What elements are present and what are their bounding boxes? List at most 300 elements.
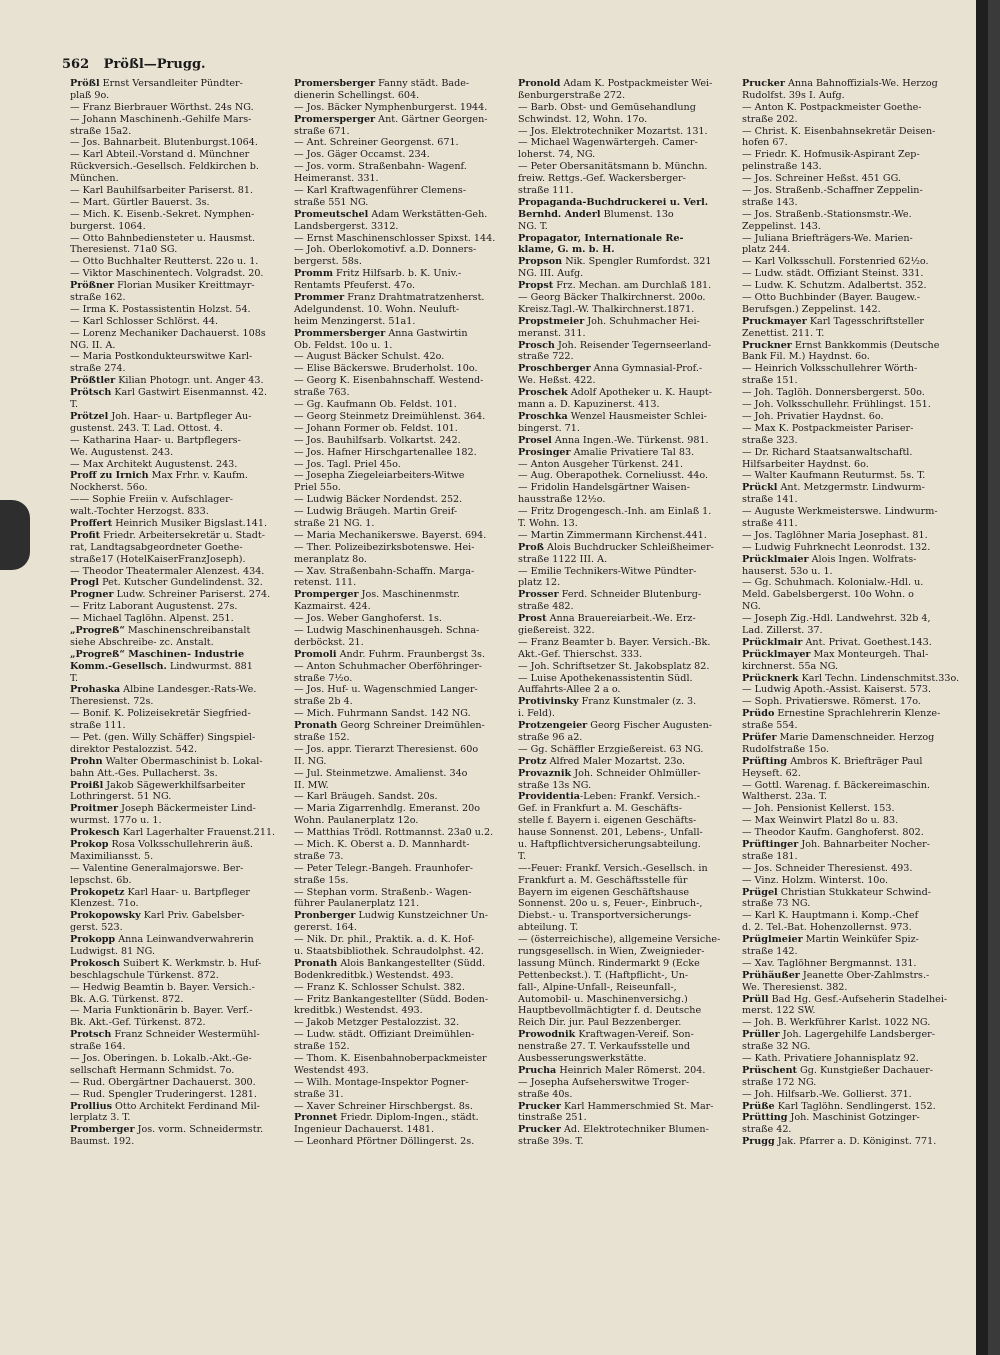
entry-text: Jak. Pfarrer a. D. Königinst. 771. bbox=[774, 1136, 937, 1148]
entry-line bbox=[294, 922, 516, 934]
entry-line bbox=[742, 304, 978, 316]
entry-text: Gef. in Frankfurt a. M. Geschäfts- bbox=[518, 803, 682, 815]
entry-line bbox=[518, 363, 740, 375]
entry-surname: Propaganda-Buchdruckerei u. Verl. bbox=[518, 196, 709, 208]
entry-text: Meld. Gabelsbergerst. 10o Wohn. o bbox=[742, 589, 914, 601]
entry-text: straße 39s. T. bbox=[518, 1136, 584, 1148]
entry-text: Kilian Photogr. unt. Anger 43. bbox=[115, 375, 264, 387]
entry-line bbox=[518, 1005, 740, 1017]
entry-line bbox=[70, 411, 292, 423]
entry-line bbox=[294, 684, 516, 696]
entry-line bbox=[294, 970, 516, 982]
entry-text: straße 482. bbox=[518, 601, 574, 613]
entry-text: Marie Damenschneider. Herzog bbox=[776, 731, 935, 743]
entry-surname: Promberger bbox=[70, 1124, 135, 1136]
entry-line bbox=[70, 328, 292, 340]
entry-text: fall-, Alpine-Unfall-, Reiseunfall-, bbox=[518, 981, 677, 993]
entry-text: Adolf Apotheker u. K. Haupt- bbox=[567, 387, 712, 399]
entry-text: — Ludwig Maschinenhausgeh. Schna- bbox=[294, 624, 480, 636]
entry-text: straße 15s. bbox=[294, 874, 349, 886]
entry-line bbox=[518, 399, 740, 411]
entry-text: Jos. Maschinenmstr. bbox=[358, 589, 460, 601]
entry-line bbox=[70, 351, 292, 363]
entry-text: Joh. Lagergehilfe Landsberger- bbox=[779, 1029, 935, 1041]
entry-text: — Ludw. K. Schutzm. Adalbertst. 352. bbox=[742, 280, 927, 292]
entry-text: straße 2b 4. bbox=[294, 696, 353, 708]
entry-text: — Maria Mechanikerswe. Bayerst. 694. bbox=[294, 529, 487, 541]
entry-text: — Valentine Generalmajorswe. Ber- bbox=[70, 862, 244, 874]
entry-line bbox=[70, 780, 292, 792]
entry-line bbox=[70, 661, 292, 673]
entry-line bbox=[518, 649, 740, 661]
entry-line bbox=[70, 922, 292, 934]
entry-line bbox=[518, 340, 740, 352]
entry-line bbox=[518, 744, 740, 756]
entry-line bbox=[518, 435, 740, 447]
entry-line bbox=[294, 102, 516, 114]
entry-text: Andr. Fuhrm. Fraunbergst 3s. bbox=[336, 648, 486, 660]
entry-line bbox=[518, 780, 740, 792]
entry-text: Bank Fil. M.) Haydnst. 6o. bbox=[742, 351, 870, 363]
entry-text: Anna Bahnoffizials-We. Herzog bbox=[784, 78, 938, 89]
entry-text: — Viktor Maschinentech. Volgradst. 20. bbox=[70, 268, 264, 280]
entry-line bbox=[518, 1101, 740, 1113]
entry-text: — Max K. Postpackmeister Pariser- bbox=[742, 422, 914, 434]
entry-line bbox=[294, 732, 516, 744]
entry-text: straße17 (HotelKaiserFranzJoseph). bbox=[70, 553, 246, 565]
entry-line bbox=[70, 197, 292, 209]
entry-text: Klenzest. 71o. bbox=[70, 898, 139, 910]
entry-line bbox=[294, 435, 516, 447]
entry-line bbox=[294, 161, 516, 173]
entry-text: Max Monteurgeh. Thal- bbox=[810, 648, 929, 660]
entry-surname: Proffert bbox=[70, 517, 113, 529]
entry-surname: Pronberger bbox=[294, 910, 356, 922]
entry-line bbox=[294, 696, 516, 708]
entry-text: Bayern im eigenen Geschäftshause bbox=[518, 886, 690, 898]
entry-text: Diebst.- u. Transportversicherungs- bbox=[518, 910, 692, 922]
entry-text: — Wilh. Montage-Inspektor Pogner- bbox=[294, 1076, 469, 1088]
entry-surname: Prucker bbox=[518, 1124, 561, 1136]
entry-surname: Prosch bbox=[518, 339, 555, 351]
entry-text: Ludwig Kunstzeichner Un- bbox=[355, 910, 489, 922]
entry-text: Pettenbeckst.). T. (Haftpflicht-, Un- bbox=[518, 969, 689, 981]
entry-text: — Karl Bräugeh. Sandst. 20s. bbox=[294, 791, 438, 803]
entry-text: straße 152. bbox=[294, 731, 350, 743]
entry-text: Albine Landesger.-Rats-We. bbox=[120, 684, 257, 696]
entry-surname: Pruckmayer bbox=[742, 315, 807, 327]
entry-line bbox=[518, 661, 740, 673]
entry-surname: Komm.-Gesellsch. bbox=[70, 660, 167, 672]
entry-line bbox=[294, 720, 516, 732]
entry-line bbox=[518, 328, 740, 340]
entry-text: — Jos. Bauhilfsarb. Volkartst. 242. bbox=[294, 434, 461, 446]
entry-line bbox=[518, 1136, 740, 1148]
entry-line bbox=[70, 161, 292, 173]
entry-text: Franz Drahtmatratzenherst. bbox=[344, 292, 485, 304]
entry-surname: Prötsch bbox=[70, 387, 112, 399]
entry-line bbox=[294, 851, 516, 863]
entry-line bbox=[294, 542, 516, 554]
entry-surname: Prokopp bbox=[70, 934, 116, 946]
entry-surname: Promoli bbox=[294, 648, 337, 660]
entry-line bbox=[742, 244, 978, 256]
entry-text: Lothringerst. 51 NG. bbox=[70, 791, 172, 803]
entry-text: straße 164. bbox=[70, 1041, 126, 1053]
entry-line bbox=[70, 887, 292, 899]
entry-line bbox=[742, 114, 978, 126]
entry-text: Ferd. Schneider Blutenburg- bbox=[558, 589, 702, 601]
entry-text: — Otto Buchhalter Reutterst. 22o u. 1. bbox=[70, 256, 259, 268]
entry-line bbox=[294, 756, 516, 768]
entry-line bbox=[742, 1136, 978, 1148]
entry-line bbox=[518, 1124, 740, 1136]
entry-text: straße 7½o. bbox=[294, 672, 353, 684]
entry-text: — Mich. Fuhrmann Sandst. 142 NG. bbox=[294, 708, 471, 720]
entry-line bbox=[518, 173, 740, 185]
entry-line bbox=[70, 875, 292, 887]
entry-line bbox=[518, 78, 740, 90]
entry-line bbox=[518, 910, 740, 922]
entry-line bbox=[294, 791, 516, 803]
entry-text: Ernst Versandleiter Pündter- bbox=[99, 78, 243, 89]
entry-line bbox=[742, 1053, 978, 1065]
entry-surname: Proff zu Irnich bbox=[70, 470, 149, 482]
entry-line bbox=[742, 566, 978, 578]
entry-line bbox=[518, 1041, 740, 1053]
entry-surname: Prügel bbox=[742, 886, 778, 898]
entry-text: — Luise Apothekenassistentin Südl. bbox=[518, 672, 693, 684]
entry-text: — Josepha Ziegeleiarbeiters-Witwe bbox=[294, 470, 465, 482]
entry-line bbox=[518, 589, 740, 601]
entry-text: — Joh. Privatier Haydnst. 6o. bbox=[742, 410, 884, 422]
entry-text: — Joh. Oberlokomotivf. a.D. Donners- bbox=[294, 244, 477, 256]
page-number: 562 bbox=[62, 57, 90, 72]
entry-line bbox=[742, 90, 978, 102]
entry-text: Alois Buchdrucker Schleißheimer- bbox=[543, 541, 714, 553]
entry-line bbox=[518, 625, 740, 637]
entry-line bbox=[294, 459, 516, 471]
entry-text: meranst. 311. bbox=[518, 327, 586, 339]
entry-line bbox=[70, 934, 292, 946]
entry-text: straße 73. bbox=[294, 850, 344, 862]
entry-line bbox=[70, 304, 292, 316]
entry-surname: Bernhd. Anderl bbox=[518, 208, 601, 220]
entry-line bbox=[742, 922, 978, 934]
entry-line bbox=[518, 137, 740, 149]
entry-line bbox=[70, 137, 292, 149]
entry-line bbox=[742, 375, 978, 387]
entry-text: Jos. vorm. Schneidermstr. bbox=[134, 1124, 264, 1136]
entry-text: — Ant. Schreiner Georgenst. 671. bbox=[294, 137, 459, 149]
entry-line bbox=[518, 149, 740, 161]
entry-text: Joh. Schuhmacher Hei- bbox=[584, 315, 700, 327]
entry-line bbox=[742, 137, 978, 149]
entry-line bbox=[294, 268, 516, 280]
entry-line bbox=[518, 827, 740, 839]
entry-line bbox=[294, 375, 516, 387]
entry-text: — Georg K. Eisenbahnschaff. Westend- bbox=[294, 375, 484, 387]
entry-line bbox=[294, 1101, 516, 1113]
entry-line bbox=[70, 910, 292, 922]
entry-line bbox=[742, 1124, 978, 1136]
entry-text: Wohn. Paulanerplatz 12o. bbox=[294, 815, 419, 827]
entry-line bbox=[70, 696, 292, 708]
entry-text: Alfred Maler Mozartst. 23o. bbox=[546, 755, 686, 767]
entry-line bbox=[518, 922, 740, 934]
entry-surname: Prommersberger bbox=[294, 327, 386, 339]
entry-text: — Anton Ausgeher Türkenst. 241. bbox=[518, 458, 684, 470]
entry-line bbox=[294, 126, 516, 138]
entry-text: Anna Leinwandverwahrerin bbox=[115, 934, 254, 946]
entry-surname: Pronnet bbox=[294, 1112, 338, 1124]
entry-text: — Gottl. Warenag. f. Bäckereimaschin. bbox=[742, 779, 930, 791]
entry-line bbox=[742, 851, 978, 863]
entry-text: Kraftwagen-Vereif. Son- bbox=[575, 1029, 694, 1041]
entry-text: — Maria Funktionärin b. Bayer. Verf.- bbox=[70, 1005, 253, 1017]
entry-text: — Jos. Oberingen. b. Lokalb.-Akt.-Ge- bbox=[70, 1053, 252, 1065]
entry-line bbox=[518, 506, 740, 518]
entry-line bbox=[70, 577, 292, 589]
entry-text: — Fritz Bankangestellter (Südd. Boden- bbox=[294, 993, 489, 1005]
entry-line bbox=[70, 589, 292, 601]
entry-text: straße 15a2. bbox=[70, 125, 132, 137]
entry-line bbox=[294, 554, 516, 566]
entry-text: Wenzel Hausmeister Schlei- bbox=[567, 410, 707, 422]
entry-text: bergerst. 58s. bbox=[294, 256, 362, 268]
entry-line bbox=[742, 1065, 978, 1077]
entry-text: Ob. Feldst. 10o u. 1. bbox=[294, 339, 393, 351]
entry-text: straße 671. bbox=[294, 125, 350, 137]
entry-line bbox=[70, 459, 292, 471]
entry-line bbox=[742, 280, 978, 292]
entry-line bbox=[294, 1112, 516, 1124]
entry-text: Rosa Volksschullehrerin äuß. bbox=[108, 839, 253, 850]
entry-line bbox=[742, 209, 978, 221]
entry-text: straße 162. bbox=[70, 292, 126, 304]
entry-text: u. Staatsbibliothek. Schraudolphst. 42. bbox=[294, 946, 484, 958]
entry-surname: Prucker bbox=[518, 1100, 561, 1112]
entry-text: freiw. Rettgs.-Gef. Wackersberger- bbox=[518, 173, 686, 185]
entry-surname: Proißl bbox=[70, 779, 104, 791]
entry-line bbox=[294, 1005, 516, 1017]
entry-line bbox=[518, 114, 740, 126]
entry-surname: Prokopowsky bbox=[70, 910, 141, 922]
entry-line bbox=[294, 482, 516, 494]
entry-line bbox=[518, 280, 740, 292]
entry-text: straße 21 NG. 1. bbox=[294, 517, 375, 529]
entry-line bbox=[742, 233, 978, 245]
entry-line bbox=[518, 530, 740, 542]
entry-line bbox=[70, 244, 292, 256]
entry-line bbox=[742, 625, 978, 637]
entry-text: — Gg. Schäffler Erzgießereist. 63 NG. bbox=[518, 743, 704, 755]
entry-line bbox=[742, 601, 978, 613]
entry-line bbox=[518, 791, 740, 803]
entry-surname: Provaznik bbox=[518, 767, 572, 779]
entry-text: — Jos. Tagl. Priel 45o. bbox=[294, 458, 401, 470]
entry-text: — Michael Wagenwärtergeh. Camer- bbox=[518, 137, 698, 149]
entry-line bbox=[742, 613, 978, 625]
entry-text: tinstraße 251. bbox=[518, 1112, 587, 1124]
entry-text: abteilung. T. bbox=[518, 922, 579, 934]
entry-text: bahn Att.-Ges. Pullacherst. 3s. bbox=[70, 767, 218, 779]
entry-line bbox=[518, 197, 740, 209]
entry-text: Jakob Sägewerkhilfsarbeiter bbox=[103, 779, 246, 791]
entry-line bbox=[742, 994, 978, 1006]
entry-line bbox=[294, 946, 516, 958]
entry-line bbox=[518, 887, 740, 899]
entry-text: — Karl Schlosser Schlörst. 44. bbox=[70, 315, 219, 327]
entry-line bbox=[70, 958, 292, 970]
entry-line bbox=[742, 518, 978, 530]
entry-line bbox=[70, 768, 292, 780]
column-1 bbox=[70, 78, 292, 1148]
entry-text: NG. bbox=[742, 601, 761, 613]
entry-line bbox=[518, 613, 740, 625]
entry-line bbox=[518, 756, 740, 768]
entry-line bbox=[70, 530, 292, 542]
entry-text: — Dr. Richard Staatsanwaltschaftl. bbox=[742, 446, 913, 458]
entry-surname: Pruckner bbox=[742, 339, 792, 351]
entry-line bbox=[294, 292, 516, 304]
entry-text: — Rud. Obergärtner Dachauerst. 300. bbox=[70, 1076, 256, 1088]
entry-line bbox=[742, 1101, 978, 1113]
entry-text: Ingenieur Dachauerst. 1481. bbox=[294, 1124, 434, 1136]
entry-text: — Heinrich Volksschullehrer Wörth- bbox=[742, 363, 918, 375]
entry-line bbox=[518, 994, 740, 1006]
entry-line bbox=[294, 363, 516, 375]
entry-line bbox=[70, 839, 292, 851]
entry-line bbox=[294, 506, 516, 518]
entry-text: Auffahrts-Allee 2 a o. bbox=[518, 684, 621, 696]
entry-line bbox=[294, 589, 516, 601]
entry-text: sellschaft Hermann Schmidst. 7o. bbox=[70, 1064, 235, 1076]
entry-line bbox=[294, 423, 516, 435]
entry-line bbox=[70, 256, 292, 268]
entry-text: Karl Hammerschmied St. Mar- bbox=[560, 1100, 714, 1112]
entry-text: Bodenkreditbk.) Westendst. 493. bbox=[294, 969, 454, 981]
entry-surname: Progner bbox=[70, 589, 114, 601]
entry-line bbox=[742, 744, 978, 756]
entry-surname: Propst bbox=[518, 280, 554, 292]
entry-text: T. bbox=[518, 850, 527, 862]
entry-text: walt.-Tochter Herzogst. 833. bbox=[70, 506, 209, 518]
entry-text: kirchnerst. 55a NG. bbox=[742, 660, 839, 672]
entry-line bbox=[70, 233, 292, 245]
entry-text: — Juliana Briefträgers-We. Marien- bbox=[742, 232, 913, 244]
entry-line bbox=[294, 387, 516, 399]
entry-line bbox=[518, 982, 740, 994]
entry-line bbox=[70, 684, 292, 696]
entry-surname: Prosel bbox=[518, 434, 552, 446]
entry-text: — Matthias Trödl. Rottmannst. 23a0 u.2. bbox=[294, 827, 494, 839]
entry-text: — Mich. K. Eisenb.-Sekret. Nymphen- bbox=[70, 208, 255, 220]
entry-text: Ausbesserungswerkstätte. bbox=[518, 1053, 647, 1065]
entry-text: Suibert K. Werkmstr. b. Huf- bbox=[119, 957, 262, 969]
entry-text: straße 143. bbox=[742, 196, 798, 208]
entry-text: Franz Kunstmaler (z. 3. bbox=[578, 696, 697, 708]
entry-surname: Prückl bbox=[742, 482, 778, 494]
entry-line bbox=[70, 791, 292, 803]
entry-surname: Proschberger bbox=[518, 363, 591, 375]
entry-line bbox=[294, 90, 516, 102]
entry-surname: Prüße bbox=[742, 1100, 775, 1112]
entry-line bbox=[518, 1017, 740, 1029]
entry-line bbox=[742, 910, 978, 922]
entry-text: — Karl Volksschull. Forstenried 62½o. bbox=[742, 256, 929, 268]
entry-line bbox=[742, 399, 978, 411]
entry-line bbox=[742, 435, 978, 447]
entry-text: Reich Dir. jur. Paul Bezzenberger. bbox=[518, 1017, 682, 1029]
entry-line bbox=[70, 542, 292, 554]
entry-line bbox=[294, 328, 516, 340]
entry-text: straße 111. bbox=[518, 185, 574, 197]
entry-line bbox=[742, 363, 978, 375]
entry-text: straße 181. bbox=[742, 850, 798, 862]
entry-line bbox=[742, 815, 978, 827]
entry-surname: Prößner bbox=[70, 280, 115, 292]
entry-text: Georg Fischer Augusten- bbox=[587, 720, 713, 732]
page-range: Prößl—Prugg. bbox=[103, 57, 206, 72]
entry-line bbox=[518, 244, 740, 256]
entry-text: — Johann Former ob. Feldst. 101. bbox=[294, 422, 458, 434]
entry-text: Friedr. Diplom-Ingen., städt. bbox=[337, 1112, 479, 1124]
entry-line bbox=[70, 637, 292, 649]
entry-text: II. MW. bbox=[294, 779, 329, 791]
entry-text: — Jos. Taglöhner Maria Josephast. 81. bbox=[742, 529, 928, 541]
entry-text: Rückversich.-Gesellsch. Feldkirchen b. bbox=[70, 161, 259, 173]
entry-text: — Georg Bäcker Thalkirchnerst. 200o. bbox=[518, 292, 706, 304]
entry-line bbox=[518, 268, 740, 280]
entry-text: — Max Architekt Augustenst. 243. bbox=[70, 458, 238, 470]
entry-text: — Ludw. städt. Offiziant Dreimühlen- bbox=[294, 1029, 475, 1041]
entry-line bbox=[70, 994, 292, 1006]
entry-line bbox=[742, 542, 978, 554]
entry-text: — (österreichische), allgemeine Versiche- bbox=[518, 934, 721, 946]
entry-text: — Aug. Oberapothek. Corneliusst. 44o. bbox=[518, 470, 709, 482]
entry-line bbox=[70, 340, 292, 352]
entry-text: straße 42. bbox=[742, 1124, 792, 1136]
entry-text: merst. 122 SW. bbox=[742, 1005, 816, 1017]
entry-text: straße 151. bbox=[742, 375, 798, 387]
entry-line bbox=[70, 851, 292, 863]
entry-line bbox=[742, 649, 978, 661]
entry-line bbox=[742, 256, 978, 268]
entry-line bbox=[294, 649, 516, 661]
entry-text: Adelgundenst. 10. Wohn. Neuluft- bbox=[294, 303, 460, 315]
entry-text: Maschinenschreibanstalt bbox=[124, 624, 251, 636]
entry-text: — Johann Maschinenh.-Gehilfe Mars- bbox=[70, 113, 252, 125]
entry-line bbox=[70, 554, 292, 566]
entry-text: — Karl Kraftwagenführer Clemens- bbox=[294, 185, 467, 197]
entry-text: — Xaver Schreiner Hirschbergst. 8s. bbox=[294, 1100, 473, 1112]
entry-line bbox=[70, 601, 292, 613]
entry-text: — Stephan vorm. Straßenb.- Wagen- bbox=[294, 886, 472, 898]
entry-text: Adam Werkstätten-Geh. bbox=[368, 208, 488, 220]
entry-line bbox=[742, 1112, 978, 1124]
entry-line bbox=[742, 637, 978, 649]
entry-text: straße 32 NG. bbox=[742, 1041, 811, 1053]
entry-line bbox=[518, 256, 740, 268]
entry-text: straße 142. bbox=[742, 946, 798, 958]
page-header bbox=[62, 57, 206, 72]
entry-text: Jeanette Ober-Zahlmstrs.- bbox=[799, 969, 930, 981]
entry-line bbox=[294, 1053, 516, 1065]
entry-text: Friedr. Arbeitersekretär u. Stadt- bbox=[100, 529, 265, 541]
entry-text: gießereist. 322. bbox=[518, 624, 595, 636]
entry-text: straße 96 a2. bbox=[518, 731, 583, 743]
